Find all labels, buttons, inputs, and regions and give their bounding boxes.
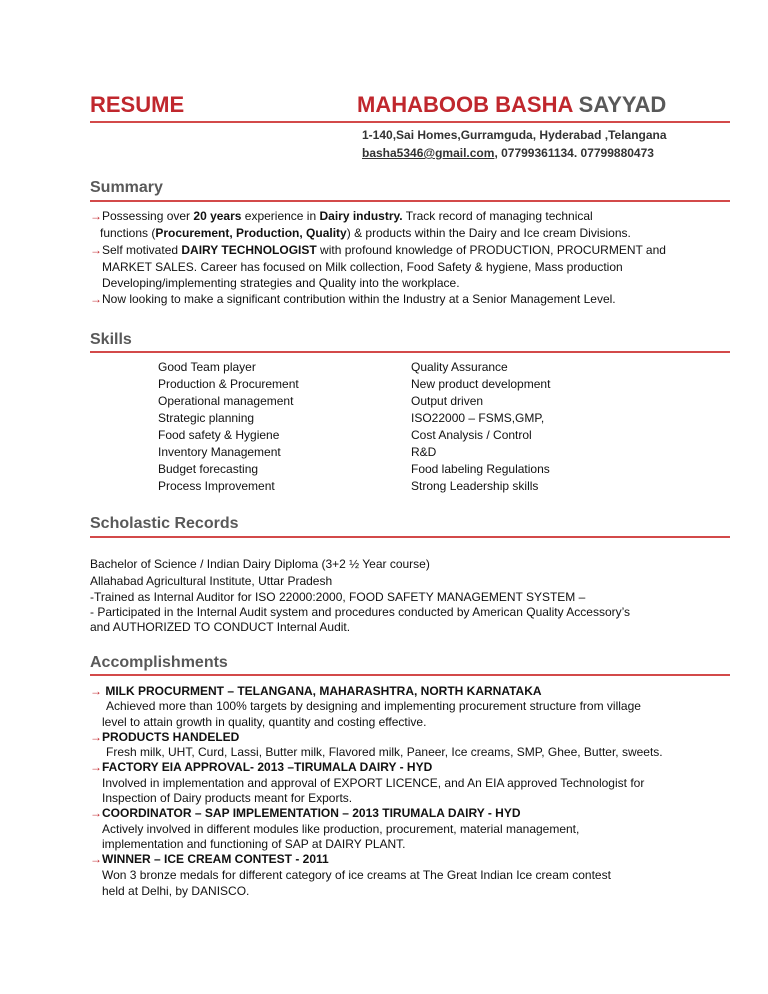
summary-line-2: functions (Procurement, Production, Quality) & products within the Dairy and Ice cream Divisions. [100,226,631,240]
accomplishments-divider [90,674,730,676]
header-divider [90,121,730,123]
accomplishment-line: Inspection of Dairy products meant for Exports. [102,791,353,805]
summary-line-5: Developing/implementing strategies and Quality into the workplace. [102,276,460,290]
arrow-icon: → [90,209,102,223]
arrow-icon: → [90,292,102,306]
name-last: SAYYAD [578,92,667,117]
resume-heading: RESUME [90,92,185,117]
arrow-icon: → [90,243,102,257]
skill-left: Process Improvement [158,479,275,493]
skill-right: Quality Assurance [411,360,508,374]
skill-left: Production & Procurement [158,377,299,391]
accomplishment-line: Fresh milk, UHT, Curd, Lassi, Butter milk, Flavored milk, Paneer, Ice creams, SMP, Ghee, Butter, sweets. [106,745,663,759]
arrow-icon: → [90,806,102,820]
skill-right: R&D [411,445,437,459]
scholastic-line: Allahabad Agricultural Institute, Uttar Pradesh [90,574,333,588]
skill-right: New product development [411,377,551,391]
phone-numbers: , 07799361134. 07799880473 [494,146,654,160]
scholastic-line: Bachelor of Science / Indian Dairy Diploma (3+2 ½ Year course) [90,557,430,571]
arrow-icon: → [90,730,102,744]
accomplishment-head: →PRODUCTS HANDELED [90,730,240,744]
accomplishment-line: Won 3 bronze medals for different category of ice creams at The Great Indian Ice cream contest [102,868,611,882]
skill-left: Strategic planning [158,411,255,425]
skill-left: Inventory Management [158,445,281,459]
summary-line-3: →Self motivated DAIRY TECHNOLOGIST with profound knowledge of PRODUCTION, PROCURMENT and [90,243,666,257]
skill-right: Strong Leadership skills [411,479,539,493]
scholastic-line: - Participated in the Internal Audit system and procedures conducted by American Quality Accessory’s [90,605,631,619]
accomplishment-head: → MILK PROCURMENT – TELANGANA, MAHARASHTRA, NORTH KARNATAKA [90,684,542,698]
scholastic-line: and AUTHORIZED TO CONDUCT Internal Audit. [90,620,351,634]
arrow-icon: → [90,684,102,698]
arrow-icon: → [90,852,102,866]
scholastic-divider [90,536,730,538]
name-first: MAHABOOB [357,92,489,117]
skills-heading: Skills [90,331,132,348]
summary-divider [90,200,730,202]
accomplishment-head: →WINNER – ICE CREAM CONTEST - 2011 [90,852,329,866]
accomplishment-head: →FACTORY EIA APPROVAL- 2013 –TIRUMALA DAIRY - HYD [90,760,433,774]
skill-left: Operational management [158,394,294,408]
address: 1-140,Sai Homes,Gurramguda, Hyderabad ,Telangana [362,128,667,142]
summary-line-1: →Possessing over 20 years experience in Dairy industry. Track record of managing technical [90,209,593,223]
accomplishment-line: held at Delhi, by DANISCO. [102,884,250,898]
scholastic-line: -Trained as Internal Auditor for ISO 22000:2000, FOOD SAFETY MANAGEMENT SYSTEM – [90,590,586,604]
accomplishment-line: Actively involved in different modules like production, procurement, material management, [102,822,580,836]
skill-right: ISO22000 – FSMS,GMP, [411,411,545,425]
skill-left: Budget forecasting [158,462,259,476]
accomplishment-line: level to attain growth in quality, quantity and costing effective. [102,715,427,729]
email-link[interactable]: basha5346@gmail.com [362,146,495,160]
accomplishments-heading: Accomplishments [90,654,228,671]
skill-right: Output driven [411,394,484,408]
accomplishment-line: Achieved more than 100% targets by designing and implementing procurement structure from village [106,699,641,713]
skills-divider [90,351,730,353]
skill-left: Food safety & Hygiene [158,428,280,442]
contact-line [362,146,654,160]
accomplishment-line: implementation and functioning of SAP at DAIRY PLANT. [102,837,406,851]
skill-left: Good Team player [158,360,256,374]
summary-line-6: →Now looking to make a significant contribution within the Industry at a Senior Management Level. [90,292,616,306]
name-middle: BASHA [495,92,573,117]
accomplishment-head: →COORDINATOR – SAP IMPLEMENTATION – 2013 TIRUMALA DAIRY - HYD [90,806,521,820]
summary-heading: Summary [90,179,163,196]
scholastic-heading: Scholastic Records [90,515,239,532]
accomplishment-line: Involved in implementation and approval of EXPORT LICENCE, and An EIA approved Technologist for [102,776,645,790]
candidate-name [357,92,666,118]
arrow-icon: → [90,760,102,774]
skill-right: Cost Analysis / Control [411,428,532,442]
summary-line-4: MARKET SALES. Career has focused on Milk collection, Food Safety & hygiene, Mass production [102,260,623,274]
skill-right: Food labeling Regulations [411,462,550,476]
